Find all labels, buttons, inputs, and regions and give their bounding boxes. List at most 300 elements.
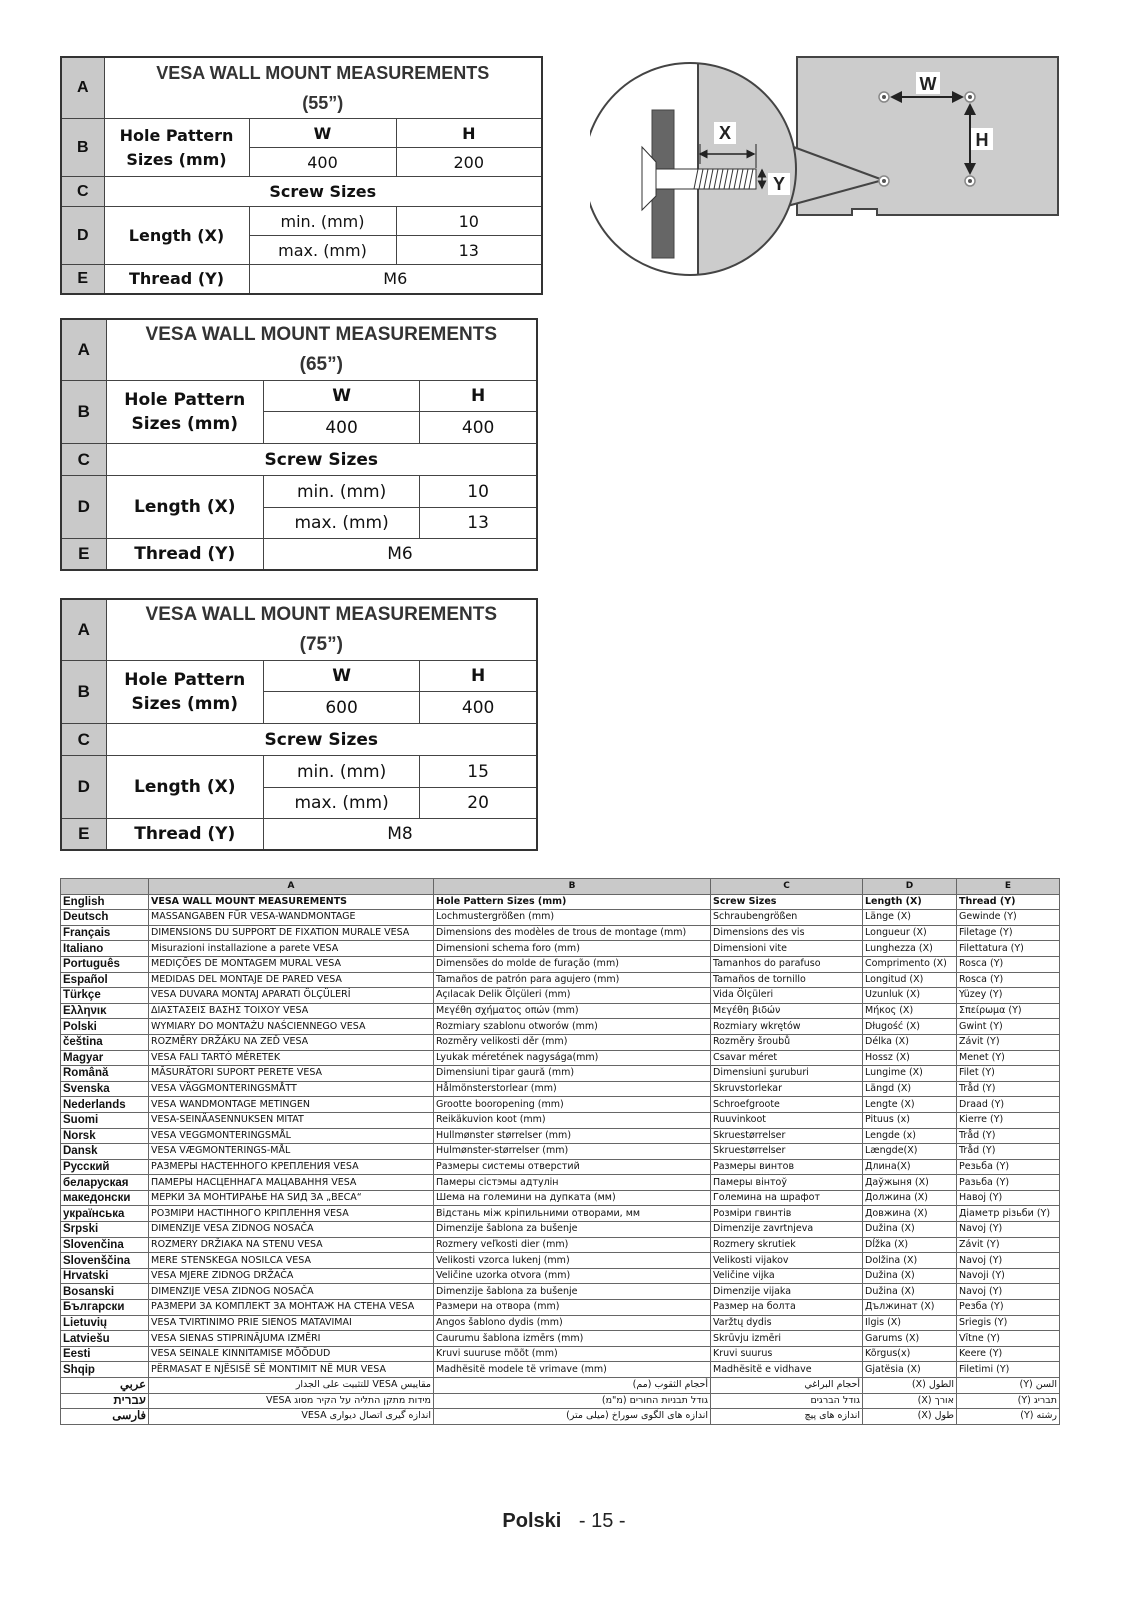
translation-cell: VESA TVIRTINIMO PRIE SIENOS MATAVIMAI (149, 1315, 434, 1331)
screen-size: (55”) (302, 93, 344, 113)
translation-row (61, 1019, 1060, 1035)
length-label: Length (X) (106, 476, 263, 539)
max-label: max. (mm) (249, 236, 396, 265)
row-letter-c: C (61, 444, 106, 476)
language-name: Türkçe (61, 988, 149, 1004)
translation-cell: VESA SIENAS STIPRINĀJUMA IZMĒRI (149, 1331, 434, 1347)
w-label: W (263, 381, 419, 412)
language-name: беларуская (61, 1175, 149, 1191)
max-value: 13 (396, 236, 542, 265)
translation-cell: Довжина (X) (863, 1206, 957, 1222)
language-name: Български (61, 1300, 149, 1316)
translation-row (61, 1409, 1060, 1425)
translation-cell: Navoj (Y) (957, 1222, 1060, 1238)
translation-cell: Länge (X) (863, 910, 957, 926)
translation-cell: Veličine uzorka otvora (mm) (434, 1268, 711, 1284)
language-name: Français (61, 925, 149, 941)
translation-row (61, 1159, 1060, 1175)
translation-cell: DIMENZIJE VESA ZIDNOG NOSAČA (149, 1284, 434, 1300)
translation-cell: Tråd (Y) (957, 1081, 1060, 1097)
language-name: Lietuvių (61, 1315, 149, 1331)
translation-cell: Ilgis (X) (863, 1315, 957, 1331)
translation-cell: Резба (Y) (957, 1300, 1060, 1316)
translation-cell: Lyukak méretének nagysága(mm) (434, 1050, 711, 1066)
translation-cell: Размеры системы отверстий (434, 1159, 711, 1175)
language-name: Magyar (61, 1050, 149, 1066)
table-title (106, 599, 537, 661)
translation-row (61, 988, 1060, 1004)
translation-cell: DIMENZIJE VESA ZIDNOG NOSAČA (149, 1222, 434, 1238)
header-cell: B (434, 879, 711, 895)
translation-cell: أحجام الثقوب (مم) (434, 1378, 711, 1394)
translation-cell: VESA-SEINÄASENNUKSEN MITAT (149, 1112, 434, 1128)
header-cell: A (149, 879, 434, 895)
translation-cell: Hålmönsterstorlear (mm) (434, 1081, 711, 1097)
translation-cell: Hulmønster-størrelser (mm) (434, 1144, 711, 1160)
translation-cell: Csavar méret (711, 1050, 863, 1066)
translation-cell: Dužina (X) (863, 1284, 957, 1300)
translation-cell: Hossz (X) (863, 1050, 957, 1066)
translation-cell: Thread (Y) (957, 894, 1060, 910)
translation-table (60, 878, 1060, 1425)
translation-cell: Відстань між кріпильними отворами, мм (434, 1206, 711, 1222)
translation-cell: Skrūvju izmēri (711, 1331, 863, 1347)
title-text: VESA WALL MOUNT MEASUREMENTS (145, 604, 498, 625)
translation-cell: Kierre (Y) (957, 1112, 1060, 1128)
row-letter-c: C (61, 724, 106, 756)
translation-row (61, 1206, 1060, 1222)
translation-cell: Rozměry velikosti děr (mm) (434, 1034, 711, 1050)
translation-cell: Μεγέθη βιδών (711, 1003, 863, 1019)
translation-cell: Pituus (x) (863, 1112, 957, 1128)
translation-cell: Розміри гвинтів (711, 1206, 863, 1222)
translation-cell: Dimenzije vijaka (711, 1284, 863, 1300)
translation-cell: Dužina (X) (863, 1222, 957, 1238)
translation-cell: ПАМЕРЫ НАСЦЕННАГА МАЦАВАННЯ VESA (149, 1175, 434, 1191)
translation-cell: Madhësitë modele të vrimave (mm) (434, 1362, 711, 1378)
translation-cell: Závit (Y) (957, 1237, 1060, 1253)
footer-language: Polski (502, 1510, 562, 1532)
h-label: H (420, 381, 537, 412)
language-name: Polski (61, 1019, 149, 1035)
translation-row (61, 1003, 1060, 1019)
translation-cell: אורך (X) (863, 1393, 957, 1409)
language-name: عربي (61, 1378, 149, 1394)
translation-row (61, 1331, 1060, 1347)
row-letter-d: D (61, 756, 106, 819)
translation-cell: Μήκος (X) (863, 1003, 957, 1019)
w-value: 400 (249, 148, 396, 177)
translation-cell: Length (X) (863, 894, 957, 910)
screw-sizes-label: Screw Sizes (106, 444, 537, 476)
translation-cell: РОЗМІРИ НАСТІННОГО КРІПЛЕННЯ VESA (149, 1206, 434, 1222)
language-name: עברית (61, 1393, 149, 1409)
screen-size: (65”) (299, 354, 343, 375)
translation-cell: Dimensioni vite (711, 941, 863, 957)
translation-cell: Navoji (Y) (957, 1268, 1060, 1284)
min-label: min. (mm) (263, 476, 419, 508)
translation-cell: Długość (X) (863, 1019, 957, 1035)
thread-value: M6 (263, 539, 537, 570)
h-value: 400 (420, 412, 537, 444)
translation-cell: МЕРКИ ЗА МОНТИРАЊЕ НА ЅИД ЗА „ВЕСА“ (149, 1190, 434, 1206)
vesa-table-55 (60, 56, 543, 295)
translation-cell: Rosca (Y) (957, 956, 1060, 972)
translation-row (61, 941, 1060, 957)
translation-cell: מידות מתקן התליה על הקיר מסוג VESA (149, 1393, 434, 1409)
translation-cell: Dimensions des modèles de trous de montage (mm) (434, 925, 711, 941)
translation-row (61, 956, 1060, 972)
length-label: Length (X) (106, 756, 263, 819)
translation-cell: Uzunluk (X) (863, 988, 957, 1004)
language-name: Shqip (61, 1362, 149, 1378)
translation-cell: גודל הברגים (711, 1393, 863, 1409)
magnified-detail (590, 52, 808, 287)
translation-cell: Резьба (Y) (957, 1159, 1060, 1175)
thread-label: Thread (Y) (106, 539, 263, 570)
translation-cell: أحجام البراغي (711, 1378, 863, 1394)
translation-header-row (61, 879, 1060, 895)
translation-cell: Размер на болта (711, 1300, 863, 1316)
header-cell (61, 879, 149, 895)
w-value: 400 (263, 412, 419, 444)
translation-cell: Dolžina (X) (863, 1253, 957, 1269)
translation-cell: Filetage (Y) (957, 925, 1060, 941)
translation-cell: اندازه گیری اتصال دیواری VESA (149, 1409, 434, 1425)
translation-cell: Dimenzije šablona za bušenje (434, 1222, 711, 1238)
translation-cell: Závit (Y) (957, 1034, 1060, 1050)
translation-cell: Comprimento (X) (863, 956, 957, 972)
translation-cell: DIMENSIONS DU SUPPORT DE FIXATION MURALE VESA (149, 925, 434, 941)
translation-cell: Dimenzije zavrtnjeva (711, 1222, 863, 1238)
translation-row (61, 1300, 1060, 1316)
translation-cell: Longueur (X) (863, 925, 957, 941)
translation-cell: Hullmønster størrelser (mm) (434, 1128, 711, 1144)
translation-cell: Tamaños de patrón para agujero (mm) (434, 972, 711, 988)
translation-cell: VESA SEINALE KINNITAMISE MÕÕDUD (149, 1346, 434, 1362)
translation-cell: Grootte booropening (mm) (434, 1097, 711, 1113)
translation-cell: Madhësitë e vidhave (711, 1362, 863, 1378)
translation-cell: VESA VEGGMONTERINGSMÅL (149, 1128, 434, 1144)
thread-label: Thread (Y) (106, 819, 263, 850)
translation-cell: גודל תבניות החורים (מ"מ) (434, 1393, 711, 1409)
translation-cell: Дължинат (X) (863, 1300, 957, 1316)
language-name: українська (61, 1206, 149, 1222)
min-value: 10 (420, 476, 537, 508)
translation-row (61, 910, 1060, 926)
translation-row (61, 1050, 1060, 1066)
translation-cell: MASSANGABEN FÜR VESA-WANDMONTAGE (149, 910, 434, 926)
language-name: Русский (61, 1159, 149, 1175)
translation-cell: السن (Y) (957, 1378, 1060, 1394)
translation-cell: Caurumu šablona izmērs (mm) (434, 1331, 711, 1347)
translation-cell: Filet (Y) (957, 1066, 1060, 1082)
header-cell: D (863, 879, 957, 895)
language-name: Deutsch (61, 910, 149, 926)
translation-cell: Filettatura (Y) (957, 941, 1060, 957)
translation-cell: Rozměry šroubů (711, 1034, 863, 1050)
w-label: W (249, 119, 396, 148)
translation-row (61, 1034, 1060, 1050)
translation-cell: Schraubengrößen (711, 910, 863, 926)
translation-cell: Gewinde (Y) (957, 910, 1060, 926)
vesa-table-75 (60, 598, 538, 851)
translation-cell: Rozmiary szablonu otworów (mm) (434, 1019, 711, 1035)
language-name: Latviešu (61, 1331, 149, 1347)
translation-cell: Kõrgus(x) (863, 1346, 957, 1362)
translation-cell: Rozmery veľkosti dier (mm) (434, 1237, 711, 1253)
min-label: min. (mm) (263, 756, 419, 788)
translation-cell: Шема на големини на дупката (мм) (434, 1190, 711, 1206)
translation-cell: Dimensioni schema foro (mm) (434, 941, 711, 957)
translation-cell: Screw Sizes (711, 894, 863, 910)
language-name: Suomi (61, 1112, 149, 1128)
translation-cell: Garums (X) (863, 1331, 957, 1347)
header-cell: C (711, 879, 863, 895)
translation-cell: Longitud (X) (863, 972, 957, 988)
translation-cell: Velikosti vzorca lukenj (mm) (434, 1253, 711, 1269)
thread-value: M6 (249, 265, 542, 294)
page-number: - 15 - (578, 1510, 626, 1532)
language-name: Slovenčina (61, 1237, 149, 1253)
translation-cell: Gwint (Y) (957, 1019, 1060, 1035)
translation-cell: Gjatësia (X) (863, 1362, 957, 1378)
row-letter-e: E (61, 819, 106, 850)
h-label: H (420, 661, 537, 692)
translation-cell: ΔΙΑΣΤΑΣΕΙΣ ΒΑΣΗΣ ΤΟΙΧΟΥ VESA (149, 1003, 434, 1019)
translation-cell: Rosca (Y) (957, 972, 1060, 988)
x-dimension-label: X (718, 123, 732, 143)
y-dimension-label: Y (772, 174, 786, 194)
translation-cell: Големина на шрафот (711, 1190, 863, 1206)
translation-cell: Varžtų dydis (711, 1315, 863, 1331)
translation-cell: VESA DUVARA MONTAJ APARATI ÖLÇÜLERİ (149, 988, 434, 1004)
translation-row (61, 1190, 1060, 1206)
wall-mount-diagram (590, 52, 1070, 287)
max-value: 13 (420, 508, 537, 539)
language-name: Español (61, 972, 149, 988)
translation-cell: Rozmery skrutiek (711, 1237, 863, 1253)
w-value: 600 (263, 692, 419, 724)
row-letter-e: E (61, 539, 106, 570)
translation-cell: Μεγέθη σχήματος οπών (mm) (434, 1003, 711, 1019)
translation-cell: Filetimi (Y) (957, 1362, 1060, 1378)
vesa-table-65 (60, 318, 538, 571)
min-label: min. (mm) (249, 207, 396, 236)
translation-cell: Lochmustergrößen (mm) (434, 910, 711, 926)
translation-cell: Lunghezza (X) (863, 941, 957, 957)
translation-cell: Lengte (X) (863, 1097, 957, 1113)
h-value: 400 (420, 692, 537, 724)
translation-cell: תבריג (Y) (957, 1393, 1060, 1409)
translation-cell: Dimensiuni tipar gaură (mm) (434, 1066, 711, 1082)
h-label: H (396, 119, 542, 148)
language-name: Eesti (61, 1346, 149, 1362)
language-name: Română (61, 1066, 149, 1082)
row-letter-e: E (61, 265, 104, 294)
row-letter-b: B (61, 381, 106, 444)
translation-cell: Misurazioni installazione a parete VESA (149, 941, 434, 957)
translation-cell: Размери на отвора (mm) (434, 1300, 711, 1316)
translation-cell: Должина (X) (863, 1190, 957, 1206)
translation-cell: РАЗМЕРЫ НАСТЕННОГО КРЕПЛЕНИЯ VESA (149, 1159, 434, 1175)
translation-cell: VESA VÄGGMONTERINGSMÅTT (149, 1081, 434, 1097)
translation-cell: Tamaños de tornillo (711, 972, 863, 988)
translation-row (61, 1346, 1060, 1362)
translation-cell: Kruvi suurus (711, 1346, 863, 1362)
translation-cell: Reikäkuvion koot (mm) (434, 1112, 711, 1128)
translation-cell: Kruvi suuruse mõõt (mm) (434, 1346, 711, 1362)
translation-row (61, 1378, 1060, 1394)
language-name: Dansk (61, 1144, 149, 1160)
translation-cell: Längd (X) (863, 1081, 957, 1097)
translation-cell: Délka (X) (863, 1034, 957, 1050)
translation-cell: Hole Pattern Sizes (mm) (434, 894, 711, 910)
h-value: 200 (396, 148, 542, 177)
translation-cell: VESA FALI TARTÓ MÉRETEK (149, 1050, 434, 1066)
h-dimension-label: H (975, 130, 989, 150)
w-label: W (263, 661, 419, 692)
language-name: Srpski (61, 1222, 149, 1238)
language-name: Nederlands (61, 1097, 149, 1113)
title-text: VESA WALL MOUNT MEASUREMENTS (145, 324, 498, 345)
row-letter-b: B (61, 661, 106, 724)
translation-row (61, 1081, 1060, 1097)
language-name: Slovenščina (61, 1253, 149, 1269)
language-name: Italiano (61, 941, 149, 957)
language-name: Português (61, 956, 149, 972)
row-letter-b: B (61, 119, 104, 177)
translation-row (61, 1393, 1060, 1409)
translation-cell: MĂSURĂTORI SUPORT PERETE VESA (149, 1066, 434, 1082)
translation-cell: Angos šablono dydis (mm) (434, 1315, 711, 1331)
translation-row (61, 1112, 1060, 1128)
language-name: Norsk (61, 1128, 149, 1144)
translation-cell: Navoj (Y) (957, 1284, 1060, 1300)
translation-cell: Yüzey (Y) (957, 988, 1060, 1004)
row-letter-d: D (61, 207, 104, 265)
translation-cell: Σπείρωμα (Y) (957, 1003, 1060, 1019)
header-cell: E (957, 879, 1060, 895)
table-title (106, 319, 537, 381)
translation-cell: MEDIÇÕES DE MONTAGEM MURAL VESA (149, 956, 434, 972)
translation-cell: Длина(X) (863, 1159, 957, 1175)
translation-row (61, 1253, 1060, 1269)
screen-size: (75”) (299, 634, 343, 655)
translation-cell: Dimensiuni şuruburi (711, 1066, 863, 1082)
min-value: 10 (396, 207, 542, 236)
translation-cell: PËRMASAT E NJËSISË SË MONTIMIT NË MUR VESA (149, 1362, 434, 1378)
translation-cell: Dimensões do molde de furação (mm) (434, 956, 711, 972)
translation-row (61, 1097, 1060, 1113)
translation-cell: Dĺžka (X) (863, 1237, 957, 1253)
hole-pattern-label: Hole Pattern Sizes (mm) (104, 119, 249, 177)
translation-cell: Skruestørrelser (711, 1128, 863, 1144)
min-value: 15 (420, 756, 537, 788)
row-letter-d: D (61, 476, 106, 539)
translation-cell: Dimensions des vis (711, 925, 863, 941)
translation-row (61, 894, 1060, 910)
language-name: English (61, 894, 149, 910)
translation-cell: طول (X) (863, 1409, 957, 1425)
translation-row (61, 1144, 1060, 1160)
translation-cell: مقاييس VESA للتثبيت على الجدار (149, 1378, 434, 1394)
max-value: 20 (420, 788, 537, 819)
row-letter-c: C (61, 177, 104, 207)
translation-cell: РАЗМЕРИ ЗА КОМПЛЕКТ ЗА МОНТАЖ НА СТЕНА VESA (149, 1300, 434, 1316)
language-name: فارسی (61, 1409, 149, 1425)
language-name: Ελληνικ (61, 1003, 149, 1019)
language-name: čeština (61, 1034, 149, 1050)
screw-sizes-label: Screw Sizes (106, 724, 537, 756)
translation-row (61, 1315, 1060, 1331)
translation-row (61, 1128, 1060, 1144)
translation-cell: Dimenzije šablona za bušenje (434, 1284, 711, 1300)
translation-cell: الطول (X) (863, 1378, 957, 1394)
translation-cell: Keere (Y) (957, 1346, 1060, 1362)
translation-cell: Dužina (X) (863, 1268, 957, 1284)
translation-cell: Menet (Y) (957, 1050, 1060, 1066)
translation-cell: MEDIDAS DEL MONTAJE DE PARED VESA (149, 972, 434, 988)
translation-cell: Rozmiary wkrętów (711, 1019, 863, 1035)
translation-cell: Разьба (Y) (957, 1175, 1060, 1191)
translation-cell: Sriegis (Y) (957, 1315, 1060, 1331)
translation-cell: Skruestørrelser (711, 1144, 863, 1160)
translation-cell: اندازه های پیچ (711, 1409, 863, 1425)
translation-cell: WYMIARY DO MONTAŻU NAŚCIENNEGO VESA (149, 1019, 434, 1035)
translation-cell: Skruvstorlekar (711, 1081, 863, 1097)
translation-row (61, 972, 1060, 988)
w-dimension-label: W (919, 74, 937, 94)
row-letter-a: A (61, 599, 106, 661)
translation-row (61, 1284, 1060, 1300)
translation-cell: Schroefgroote (711, 1097, 863, 1113)
translation-cell: VESA WANDMONTAGE METINGEN (149, 1097, 434, 1113)
language-name: Hrvatski (61, 1268, 149, 1284)
translation-cell: Navoj (Y) (957, 1253, 1060, 1269)
translation-cell: ROZMERY DRŽIAKA NA STENU VESA (149, 1237, 434, 1253)
translation-cell: ROZMĚRY DRŽÁKU NA ZEĎ VESA (149, 1034, 434, 1050)
max-label: max. (mm) (263, 508, 419, 539)
length-label: Length (X) (104, 207, 249, 265)
translation-cell: Vītne (Y) (957, 1331, 1060, 1347)
translation-cell: Açılacak Delik Ölçüleri (mm) (434, 988, 711, 1004)
translation-cell: Længde(X) (863, 1144, 957, 1160)
thread-label: Thread (Y) (104, 265, 249, 294)
translation-cell: Lungime (X) (863, 1066, 957, 1082)
language-name: Svenska (61, 1081, 149, 1097)
translation-row (61, 1175, 1060, 1191)
thread-value: M8 (263, 819, 537, 850)
language-name: македонски (61, 1190, 149, 1206)
translation-cell: Draad (Y) (957, 1097, 1060, 1113)
hole-pattern-label: Hole Pattern Sizes (mm) (106, 661, 263, 724)
translation-cell: Tråd (Y) (957, 1144, 1060, 1160)
translation-row (61, 1066, 1060, 1082)
translation-cell: رشته (Y) (957, 1409, 1060, 1425)
translation-cell: Tråd (Y) (957, 1128, 1060, 1144)
translation-cell: Vida Ölçüleri (711, 988, 863, 1004)
translation-row (61, 1237, 1060, 1253)
translation-cell: Размеры винтов (711, 1159, 863, 1175)
row-letter-a: A (61, 319, 106, 381)
translation-cell: VESA MJERE ZIDNOG DRŽAČA (149, 1268, 434, 1284)
translation-cell: Velikosti vijakov (711, 1253, 863, 1269)
row-letter-a: A (61, 57, 104, 119)
translation-cell: VESA VÆGMONTERINGS-MÅL (149, 1144, 434, 1160)
translation-cell: Veličine vijka (711, 1268, 863, 1284)
title-text: VESA WALL MOUNT MEASUREMENTS (156, 63, 490, 83)
